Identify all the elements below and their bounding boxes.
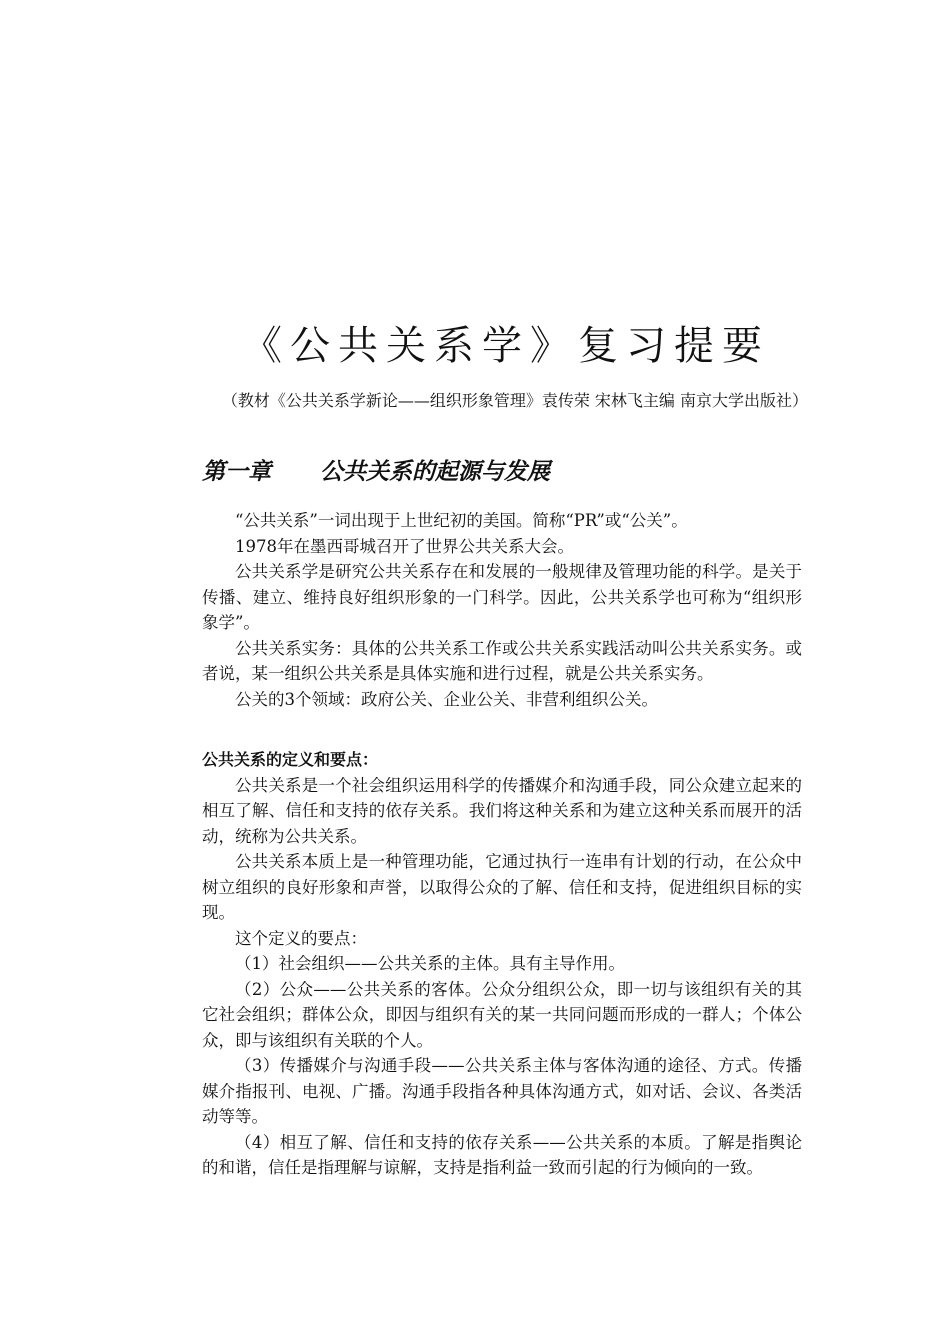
intro-section <box>202 508 802 712</box>
list-item: （2）公众——公共关系的客体。公众分组织公众，即一切与该组织有关的其它社会组织；群体公众，即因与组织有关的某一共同问题而形成的一群人；个体公众，即与该组织有关联的个人。 <box>202 979 802 1050</box>
chapter-heading <box>202 456 550 488</box>
document-subtitle: （教材《公共关系学新论——组织形象管理》袁传荣 宋林飞主编 南京大学出版社） <box>221 391 808 410</box>
section-heading: 公共关系的定义和要点： <box>202 750 379 769</box>
list-item: （1）社会组织——公共关系的主体。具有主导作用。 <box>235 954 625 973</box>
paragraph: “公共关系”一词出现于上世纪初的美国。简称“PR”或“公关”。 <box>235 511 688 530</box>
paragraph: 公共关系本质上是一种管理功能，它通过执行一连串有计划的行动，在公众中树立组织的良好形象和声誉，以取得公众的了解、信任和支持，促进组织目标的实现。 <box>202 852 802 922</box>
chapter-name: 公共关系的起源与发展 <box>320 458 550 485</box>
paragraph: 公关的3个领域：政府公关、企业公关、非营利组织公关。 <box>235 689 658 709</box>
definition-section <box>202 737 802 1181</box>
paragraph: 公共关系实务：具体的公共关系工作或公共关系实践活动叫公共关系实务。或者说，某一组织公共关系是具体实施和进行过程，就是公共关系实务。 <box>202 638 802 683</box>
list-item: （3）传播媒介与沟通手段——公共关系主体与客体沟通的途径、方式。传播媒介指报刊、电视、广播。沟通手段指各种具体沟通方式，如对话、会议、各类活动等等。 <box>202 1056 802 1126</box>
document-title: 《公共关系学》复习提要 <box>242 323 770 369</box>
paragraph: 公共关系学是研究公共关系存在和发展的一般规律及管理功能的科学。是关于传播、建立、维持良好组织形象的一门科学。因此，公共关系学也可称为“组织形象学”。 <box>202 562 802 632</box>
paragraph: 公共关系是一个社会组织运用科学的传播媒介和沟通手段，同公众建立起来的相互了解、信任和支持的依存关系。我们将这种关系和为建立这种关系而展开的活动，统称为公共关系。 <box>202 775 802 846</box>
paragraph: 1978年在墨西哥城召开了世界公共关系大会。 <box>235 536 574 556</box>
paragraph: 这个定义的要点： <box>235 928 367 948</box>
chapter-number: 第一章 <box>202 458 271 485</box>
list-item: （4）相互了解、信任和支持的依存关系——公共关系的本质。了解是指舆论的和谐，信任是指理解与谅解，支持是指利益一致而引起的行为倾向的一致。 <box>202 1132 802 1177</box>
